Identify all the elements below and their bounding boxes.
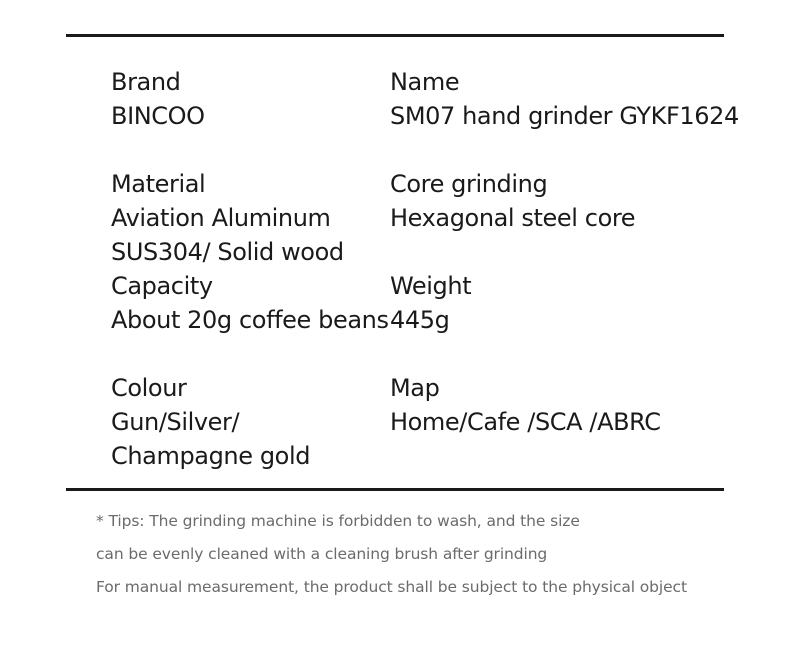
core-grinding-value: Hexagonal steel core (390, 204, 636, 232)
material-value-line1: Aviation Aluminum (111, 204, 331, 232)
map-label: Map (390, 374, 440, 402)
map-value: Home/Cafe /SCA /ABRC (390, 408, 661, 436)
material-value-line2: SUS304/ Solid wood (111, 238, 344, 266)
colour-value-line2: Champagne gold (111, 442, 311, 470)
colour-label: Colour (111, 374, 187, 402)
bottom-divider (66, 488, 724, 491)
weight-label: Weight (390, 272, 472, 300)
capacity-value: About 20g coffee beans (111, 306, 389, 334)
tips-line-1: * Tips: The grinding machine is forbidden to wash, and the size (96, 512, 580, 530)
tips-line-3: For manual measurement, the product shall be subject to the physical object (96, 578, 687, 596)
brand-label: Brand (111, 68, 181, 96)
capacity-label: Capacity (111, 272, 213, 300)
brand-value: BINCOO (111, 102, 205, 130)
core-grinding-label: Core grinding (390, 170, 548, 198)
name-label: Name (390, 68, 460, 96)
tips-line-2: can be evenly cleaned with a cleaning brush after grinding (96, 545, 548, 563)
material-label: Material (111, 170, 206, 198)
name-value: SM07 hand grinder GYKF1624 (390, 102, 739, 130)
weight-value: 445g (390, 306, 450, 334)
colour-value-line1: Gun/Silver/ (111, 408, 240, 436)
